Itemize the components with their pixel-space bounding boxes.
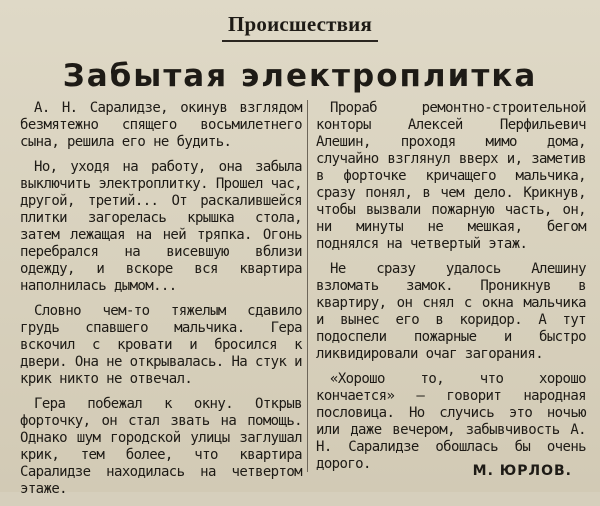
article-paragraph: Словно чем-то тяжелым сдавило грудь спавшего мальчика. Гера вскочил с кровати и бросился к двери. Она не открывалась. На стук и крик никто не отвечал. xyxy=(20,303,302,387)
column-divider xyxy=(307,100,308,472)
article-paragraph: Но, уходя на работу, она забыла выключить электроплитку. Прошел час, другой, третий... От раскалившейся плитки загорелась крышка стола, затем лежащая на ней тряпка. Огонь перебрался на висевшую вблизи одежду, и вскоре вся квартира наполнилась дымом... xyxy=(20,159,302,294)
article-headline: Забытая электроплитка xyxy=(62,58,538,94)
article-paragraph: «Хорошо то, что хорошо кончается» — говорит народная пословица. Но случись это ночью или даже вечером, забывчивость А. Н. Саралидзе обошлась бы очень дорого. xyxy=(316,371,586,472)
article-paragraph: Гера побежал к окну. Открыв форточку, он стал звать на помощь. Однако шум городской улицы заглушал крик, тем более, что квартира Саралидзе находилась на четвертом этаже. xyxy=(20,396,302,497)
article-paragraph: Не сразу удалось Алешину взломать замок. Проникнув в квартиру, он снял с окна мальчика и вынес его в коридор. А тут подоспели пожарные и быстро ликвидировали очаг загорания. xyxy=(316,261,586,362)
rubric-header xyxy=(0,10,600,42)
article-column-right xyxy=(316,100,586,481)
article-paragraph: Прораб ремонтно-строительной конторы Алексей Перфильевич Алешин, проходя мимо дома, случайно взглянул вверх и, заметив в форточке кричащего мальчика, сразу понял, в чем дело. Крикнув, чтобы вызвали пожарную часть, он, ни минуты не мешкая, бегом поднялся на четвертый этаж. xyxy=(316,100,586,252)
author-signature: М. ЮРЛОВ. xyxy=(472,463,572,479)
rubric-title: Происшествия xyxy=(222,10,378,42)
article-paragraph: А. Н. Саралидзе, окинув взглядом безмятежно спящего восьмилетнего сына, решила его не будить. xyxy=(20,100,302,150)
article-column-left xyxy=(20,100,302,506)
